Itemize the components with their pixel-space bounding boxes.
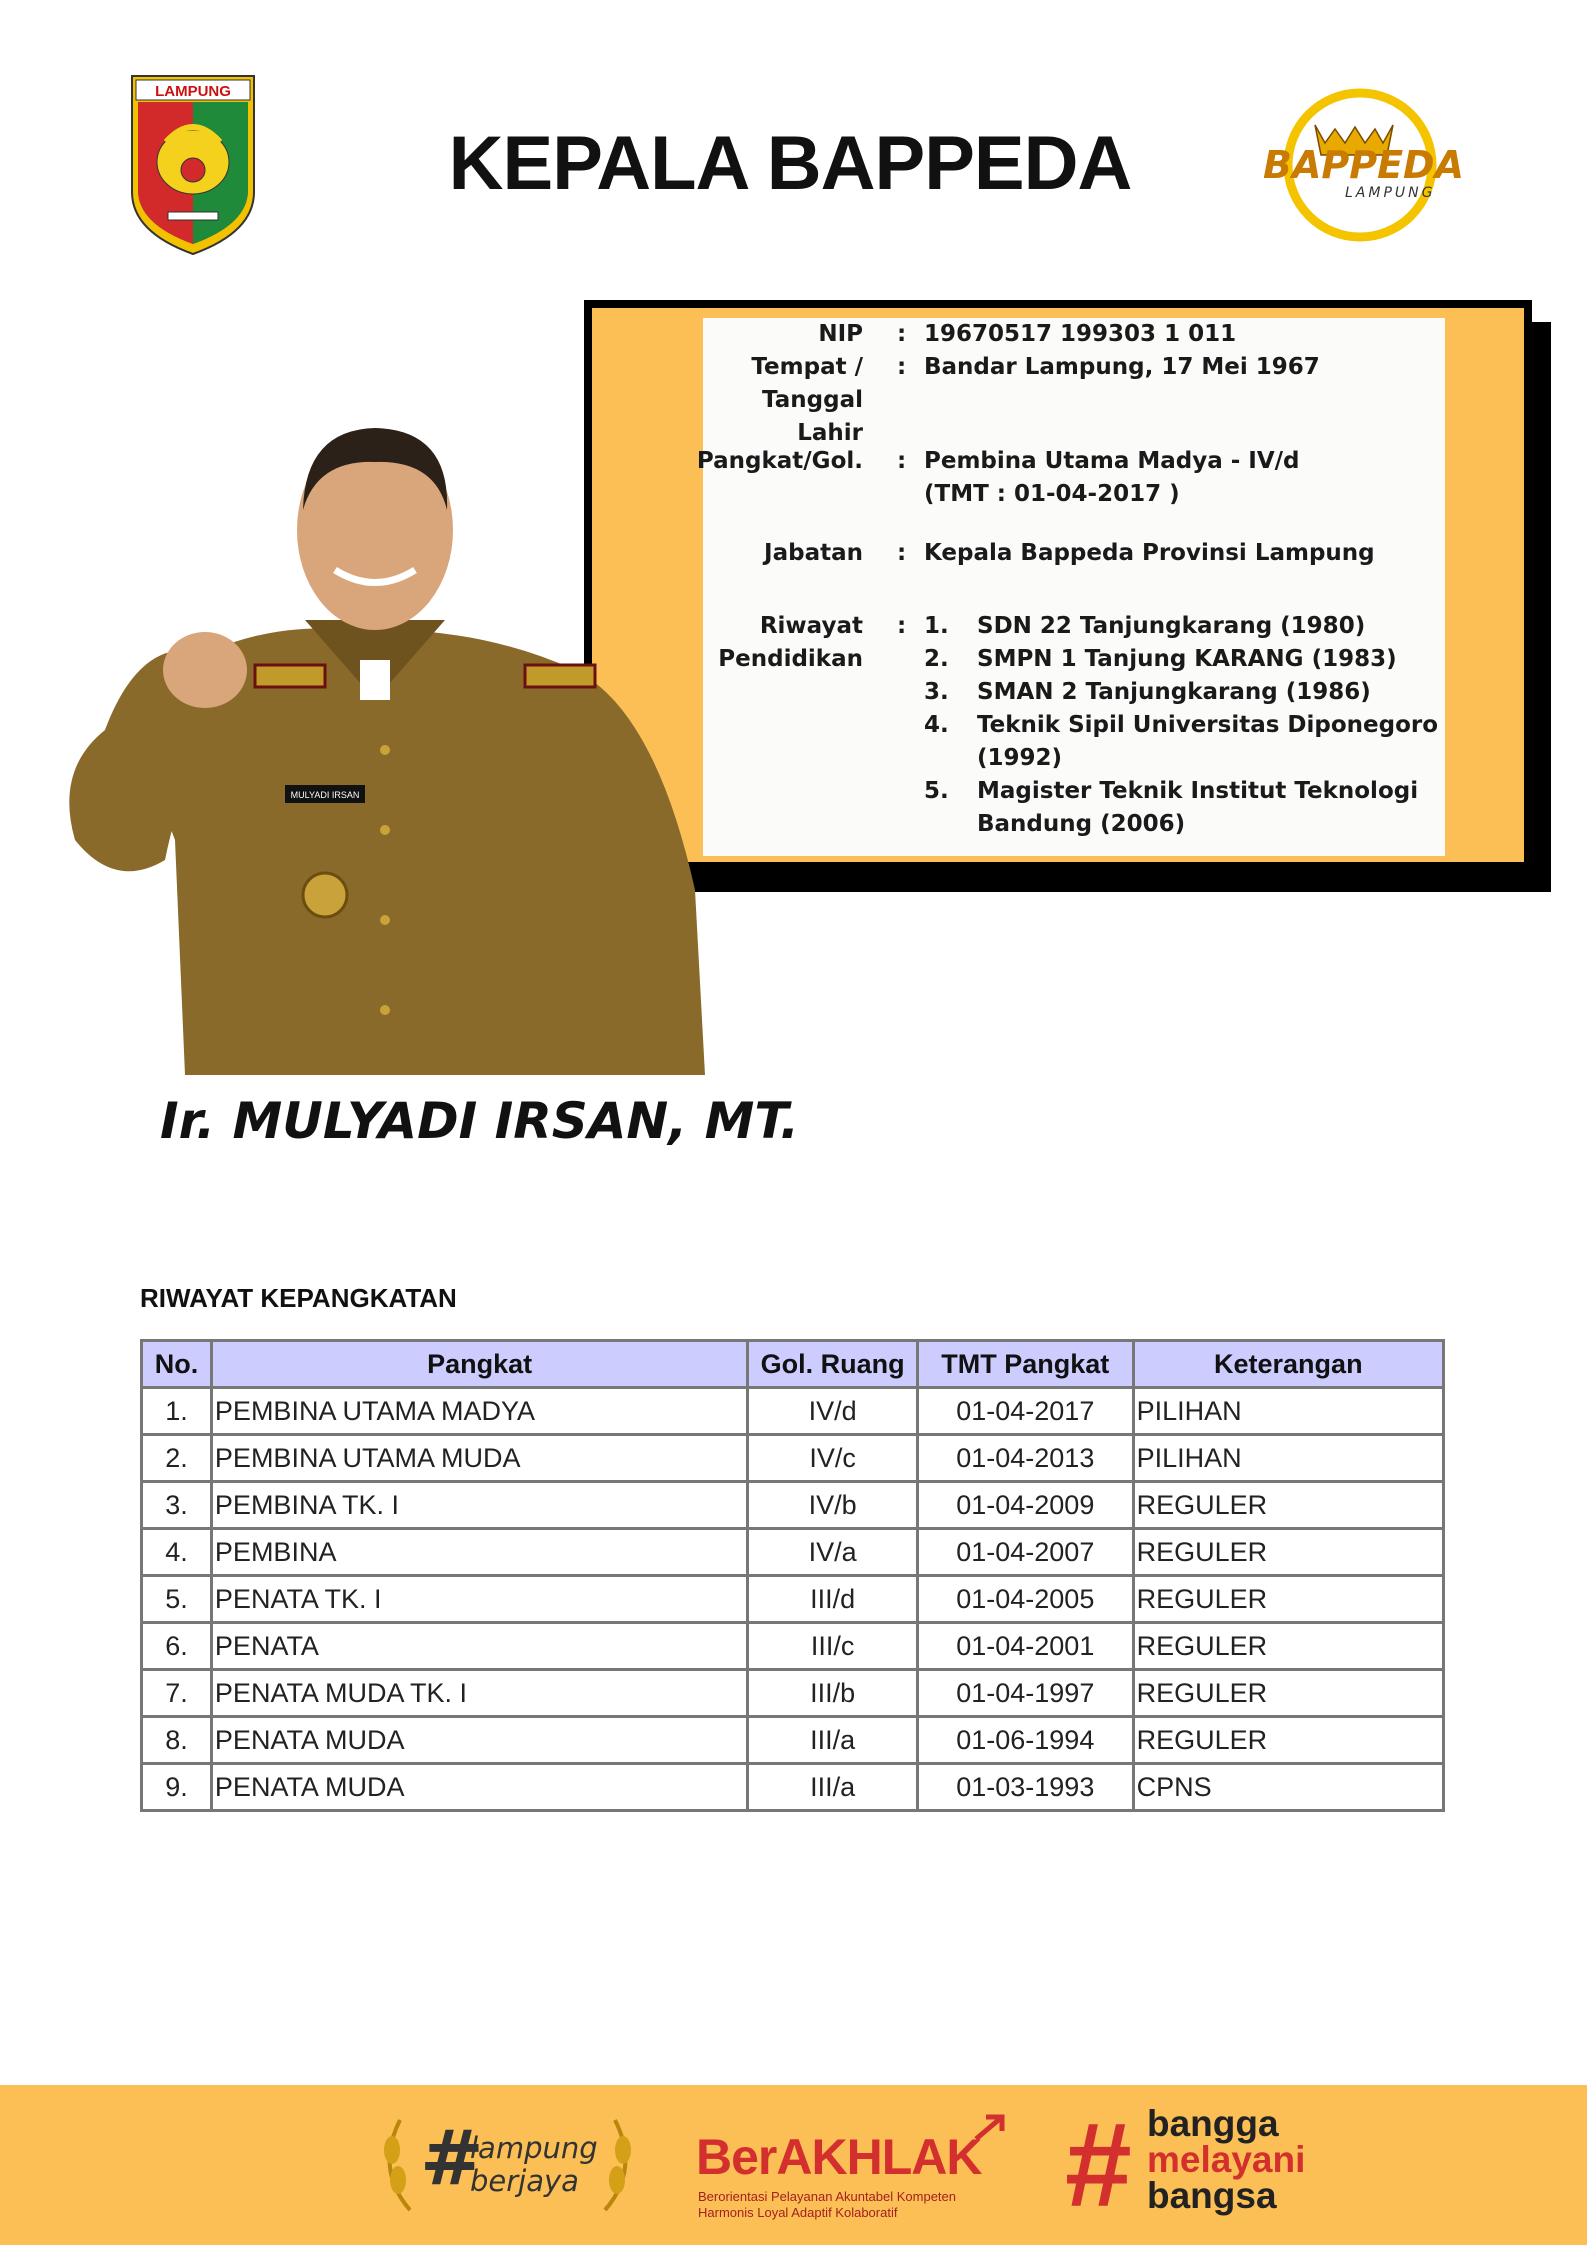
education-item: SMPN 1 Tanjung KARANG (1983) <box>977 646 1397 672</box>
cell-rank: PEMBINA UTAMA MUDA <box>211 1435 747 1482</box>
berakhlak-subtitle-line2: Harmonis Loyal Adaptif Kolaboratif <box>698 2205 898 2220</box>
cell-rank: PENATA MUDA <box>211 1717 747 1764</box>
education-item: Magister Teknik Institut Teknologi Bandung (2006) <box>977 778 1419 837</box>
table-row <box>142 1670 1444 1717</box>
education-item: SDN 22 Tanjungkarang (1980) <box>977 613 1366 639</box>
cell-no: 4. <box>142 1529 212 1576</box>
cell-tmt: 01-04-2007 <box>918 1529 1134 1576</box>
nip-label: NIP <box>818 321 863 347</box>
table-row <box>142 1764 1444 1811</box>
cell-no: 8. <box>142 1717 212 1764</box>
column-header-grade: Gol. Ruang <box>748 1341 918 1388</box>
cell-tmt: 01-04-2017 <box>918 1388 1134 1435</box>
birth-label-line1: Tempat / <box>751 354 863 380</box>
education-row <box>703 610 1445 850</box>
cell-no: 3. <box>142 1482 212 1529</box>
cell-rank: PENATA <box>211 1623 747 1670</box>
cell-tmt: 01-04-2005 <box>918 1576 1134 1623</box>
education-item: SMAN 2 Tanjungkarang (1986) <box>977 679 1371 705</box>
section-title: RIWAYAT KEPANGKATAN <box>140 1283 457 1313</box>
page-title: KEPALA BAPPEDA <box>448 121 1132 206</box>
official-portrait-photo <box>55 420 705 1075</box>
cell-tmt: 01-03-1993 <box>918 1764 1134 1811</box>
column-header-tmt: TMT Pangkat <box>918 1341 1134 1388</box>
birth-label-line2: Tanggal Lahir <box>762 387 863 446</box>
bangga-line2: melayani <box>1147 2139 1306 2180</box>
berakhlak-title: BerAKHLAK <box>696 2129 982 2185</box>
cell-tmt: 01-04-2013 <box>918 1435 1134 1482</box>
cell-note: REGULER <box>1133 1482 1443 1529</box>
bangga-line3: bangsa <box>1147 2175 1277 2216</box>
education-item-number: 5. <box>924 778 949 804</box>
education-label-line1: Riwayat <box>759 613 863 639</box>
person-name: Ir. MULYADI IRSAN, MT. <box>160 1092 800 1150</box>
svg-text:LAMPUNG: LAMPUNG <box>155 83 231 100</box>
info-card-content <box>696 318 1445 856</box>
table-row <box>142 1388 1444 1435</box>
bappeda-lampung-logo <box>1255 85 1464 245</box>
lampung-province-emblem <box>128 72 258 258</box>
cell-rank: PENATA MUDA <box>211 1764 747 1811</box>
rank-row <box>696 445 1445 515</box>
bangga-melayani-bangsa-logo <box>1065 2098 1335 2232</box>
colon: : <box>897 540 907 566</box>
colon: : <box>897 354 907 380</box>
bangga-line1: bangga <box>1147 2103 1279 2144</box>
cell-rank: PENATA TK. I <box>211 1576 747 1623</box>
cell-grade: IV/a <box>748 1529 918 1576</box>
birth-row <box>703 351 1445 446</box>
cell-rank: PEMBINA UTAMA MADYA <box>211 1388 747 1435</box>
cell-tmt: 01-06-1994 <box>918 1717 1134 1764</box>
lampung-berjaya-logo <box>370 2110 645 2220</box>
cell-grade: III/c <box>748 1623 918 1670</box>
position-label: Jabatan <box>764 540 863 566</box>
cell-note: REGULER <box>1133 1576 1443 1623</box>
cell-no: 2. <box>142 1435 212 1482</box>
table-row <box>142 1435 1444 1482</box>
cell-note: REGULER <box>1133 1623 1443 1670</box>
cell-grade: III/a <box>748 1717 918 1764</box>
cell-note: REGULER <box>1133 1717 1443 1764</box>
colon: : <box>897 613 907 639</box>
hashtag-line2: berjaya <box>470 2164 579 2198</box>
cell-grade: III/d <box>748 1576 918 1623</box>
table-row <box>142 1482 1444 1529</box>
table-row <box>142 1529 1444 1576</box>
cell-no: 6. <box>142 1623 212 1670</box>
cell-grade: III/a <box>748 1764 918 1811</box>
cell-grade: III/b <box>748 1670 918 1717</box>
name-tag-text: MULYADI IRSAN <box>290 790 360 800</box>
cell-grade: IV/c <box>748 1435 918 1482</box>
hashtag-line1: lampung <box>470 2131 598 2165</box>
table-header-row <box>142 1341 1444 1388</box>
colon: : <box>897 321 907 347</box>
cell-rank: PENATA MUDA TK. I <box>211 1670 747 1717</box>
rank-label: Pangkat/Gol. <box>696 448 863 474</box>
bappeda-logo-text: BAPPEDA <box>1263 143 1464 187</box>
cell-no: 9. <box>142 1764 212 1811</box>
cell-no: 7. <box>142 1670 212 1717</box>
berakhlak-logo <box>696 2113 1026 2223</box>
cell-grade: IV/d <box>748 1388 918 1435</box>
berakhlak-subtitle-line1: Berorientasi Pelayanan Akuntabel Kompeten <box>698 2189 957 2204</box>
cell-note: PILIHAN <box>1133 1435 1443 1482</box>
education-item-number: 2. <box>924 646 949 672</box>
cell-tmt: 01-04-2009 <box>918 1482 1134 1529</box>
cell-grade: IV/b <box>748 1482 918 1529</box>
cell-no: 1. <box>142 1388 212 1435</box>
education-item-number: 1. <box>924 613 949 639</box>
position-row <box>703 537 1445 577</box>
column-header-no: No. <box>142 1341 212 1388</box>
rank-value-line1: Pembina Utama Madya - IV/d <box>924 448 1300 474</box>
cell-rank: PEMBINA TK. I <box>211 1482 747 1529</box>
colon: : <box>897 448 907 474</box>
cell-tmt: 01-04-1997 <box>918 1670 1134 1717</box>
cell-note: PILIHAN <box>1133 1388 1443 1435</box>
rank-value-line2: (TMT : 01-04-2017 ) <box>924 481 1180 507</box>
bappeda-logo-subtext: LAMPUNG <box>1345 185 1436 201</box>
birth-value: Bandar Lampung, 17 Mei 1967 <box>924 354 1320 380</box>
education-item-number: 4. <box>924 712 949 738</box>
cell-rank: PEMBINA <box>211 1529 747 1576</box>
education-item-number: 3. <box>924 679 949 705</box>
nip-value: 19670517 199303 1 011 <box>924 321 1237 347</box>
cell-no: 5. <box>142 1576 212 1623</box>
education-item: Teknik Sipil Universitas Diponegoro (1992) <box>977 712 1439 771</box>
hashtag-icon: # <box>1065 2098 1132 2232</box>
table-row <box>142 1576 1444 1623</box>
column-header-note: Keterangan <box>1133 1341 1443 1388</box>
cell-note: REGULER <box>1133 1529 1443 1576</box>
arrow-icon <box>972 2113 1008 2143</box>
rank-history-table <box>140 1339 1445 1812</box>
table-row <box>142 1717 1444 1764</box>
cell-note: CPNS <box>1133 1764 1443 1811</box>
hashtag-icon: # <box>420 2113 484 2202</box>
table-row <box>142 1623 1444 1670</box>
education-label-line2: Pendidikan <box>718 646 863 672</box>
position-value: Kepala Bappeda Provinsi Lampung <box>924 540 1375 566</box>
cell-tmt: 01-04-2001 <box>918 1623 1134 1670</box>
cell-note: REGULER <box>1133 1670 1443 1717</box>
column-header-rank: Pangkat <box>211 1341 747 1388</box>
footer-banner <box>0 2085 1587 2245</box>
